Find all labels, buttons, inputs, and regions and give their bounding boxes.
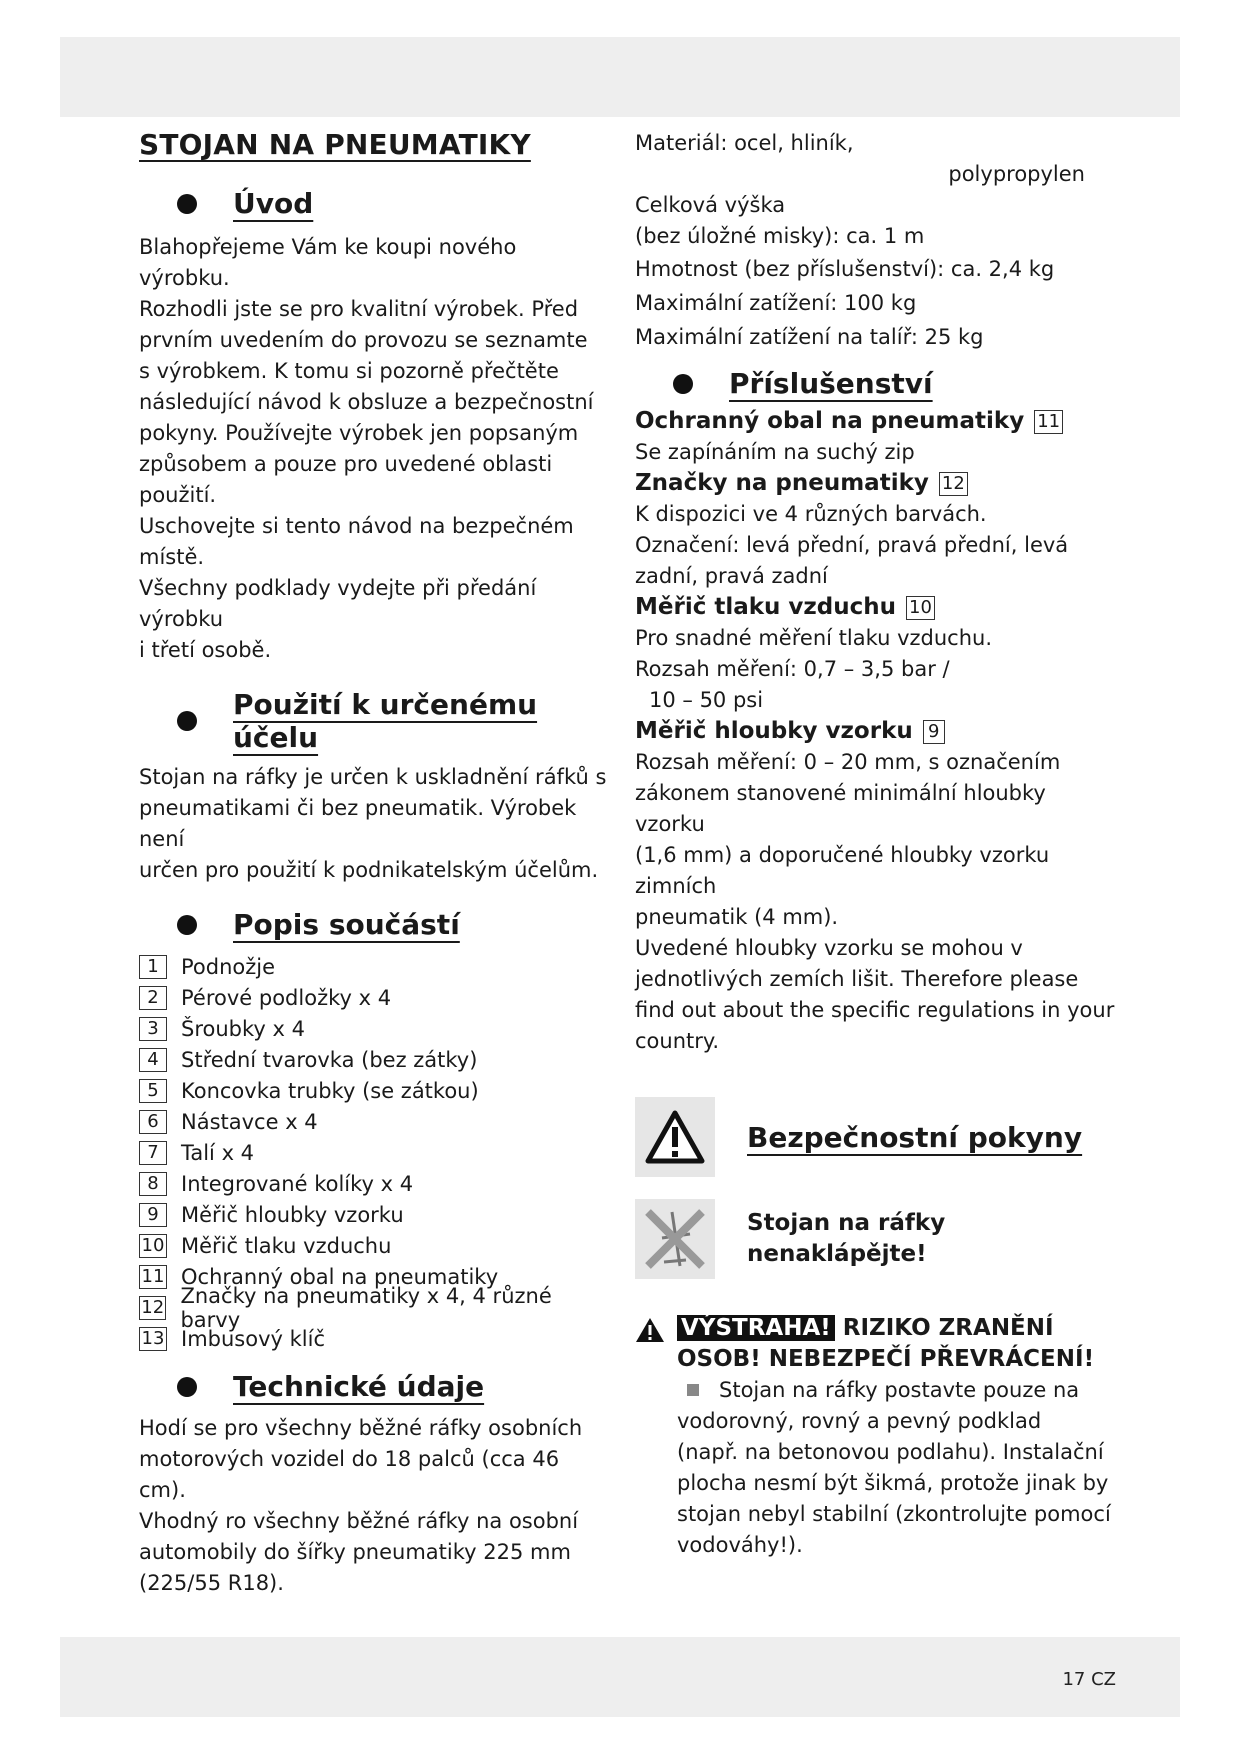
part-number: 12 — [139, 1296, 166, 1320]
accessory-depth-title — [635, 716, 1115, 747]
part-label: Měřič tlaku vzduchu — [181, 1233, 392, 1258]
part-label: Měřič hloubky vzorku — [181, 1202, 404, 1227]
text-line: (1,6 mm) a doporučené hloubky vzorku zimních — [635, 843, 1050, 898]
text-line: Stojan na ráfky je určen k uskladnění ráfků s — [139, 765, 607, 789]
text-line: pneumatik (4 mm). — [635, 905, 839, 929]
part-label: Pérové podložky x 4 — [181, 985, 392, 1010]
subheading: Měřič hloubky vzorku — [635, 718, 913, 744]
text-line: pokyny. Používejte výrobek jen popsaným — [139, 421, 579, 445]
text-line: určen pro použití k podnikatelským účelům. — [139, 858, 599, 882]
text-line: country. — [635, 1029, 719, 1053]
part-number: 2 — [139, 986, 167, 1010]
subheading: Značky na pneumatiky — [635, 470, 929, 496]
text-line: Se zapínáním na suchý zip — [635, 440, 915, 464]
text-line — [677, 1375, 1115, 1406]
footer-band — [60, 1637, 1180, 1717]
text-line: jednotlivých zemích lišit. Therefore please — [635, 967, 1079, 991]
text-line: stojan nebyl stabilní (zkontrolujte pomocí — [677, 1502, 1111, 1526]
text-line: způsobem a pouze pro uvedené oblasti použití. — [139, 452, 553, 507]
intended-use-text — [139, 762, 609, 886]
section-parts-heading — [139, 908, 609, 941]
left-column — [139, 128, 609, 1599]
alert-triangle-icon — [635, 1317, 665, 1343]
section-title: Příslušenství — [729, 367, 933, 400]
bullet-dot-icon — [177, 711, 197, 731]
text-line: následující návod k obsluze a bezpečnostní — [139, 390, 594, 414]
safety-heading-row — [635, 1097, 1115, 1177]
text-line: vodorovný, rovný a pevný podklad — [677, 1409, 1042, 1433]
list-item — [139, 1230, 609, 1261]
text-line: zákonem stanovené minimální hloubky vzorku — [635, 781, 1046, 836]
part-number: 11 — [139, 1265, 167, 1289]
no-tilt-text — [747, 1208, 945, 1270]
list-item — [139, 1044, 609, 1075]
part-number: 13 — [139, 1327, 167, 1351]
accessory-cover-title — [635, 406, 1115, 437]
text-line: prvním uvedením do provozu se seznamte — [139, 328, 588, 352]
part-number: 12 — [939, 472, 968, 496]
warning-triangle-icon — [635, 1097, 715, 1177]
no-tilt-row — [635, 1199, 1115, 1279]
text-line: Pro snadné měření tlaku vzduchu. — [635, 626, 992, 650]
list-item — [139, 1168, 609, 1199]
text-line: Stojan na ráfky — [747, 1210, 946, 1236]
text-line: vodováhy!). — [677, 1533, 803, 1557]
section-accessories-heading — [635, 367, 1115, 400]
accessory-marks-title — [635, 468, 1115, 499]
text-line: s výrobkem. K tomu si pozorně přečtěte — [139, 359, 559, 383]
text-line: Označení: levá přední, pravá přední, levá — [635, 533, 1069, 557]
spec-weight: Hmotnost (bez příslušenství): ca. 2,4 kg — [635, 257, 1055, 281]
list-item — [139, 951, 609, 982]
spec-max-load-plate: Maximální zatížení na talíř: 25 kg — [635, 325, 984, 349]
warning-body — [635, 1375, 1115, 1561]
text-line: automobily do šířky pneumatiky 225 mm — [139, 1540, 571, 1564]
text-line: (225/55 R18). — [139, 1571, 284, 1595]
subheading: Měřič tlaku vzduchu — [635, 594, 897, 620]
page-number: 17 CZ — [1062, 1669, 1116, 1690]
section-intro-heading — [139, 187, 609, 220]
bullet-dot-icon — [177, 194, 197, 214]
text-line: (např. na betonovou podlahu). Instalační — [677, 1440, 1104, 1464]
list-item — [139, 1283, 609, 1332]
part-number: 7 — [139, 1141, 167, 1165]
part-number: 4 — [139, 1048, 167, 1072]
list-item — [139, 982, 609, 1013]
text-span: Stojan na ráfky postavte pouze na — [719, 1378, 1080, 1402]
warning-heading-line: OSOB! NEBEZPEČÍ PŘEVRÁCENÍ! — [677, 1346, 1095, 1372]
list-item — [139, 1106, 609, 1137]
tech-text — [139, 1413, 609, 1599]
text-line: Rozsah měření: 0,7 – 3,5 bar / — [635, 657, 950, 681]
text-line: plocha nesmí být šikmá, protože jinak by — [677, 1471, 1109, 1495]
part-number: 6 — [139, 1110, 167, 1134]
text-line: motorových vozidel do 18 palců (cca 46 cm). — [139, 1447, 560, 1502]
header-band — [60, 37, 1180, 117]
bullet-dot-icon — [177, 1377, 197, 1397]
bullet-dot-icon — [177, 915, 197, 935]
section-title: Popis součástí — [233, 908, 460, 941]
part-label: Střední tvarovka (bez zátky) — [181, 1047, 478, 1072]
text-line: find out about the specific regulations in your — [635, 998, 1115, 1022]
part-number: 1 — [139, 955, 167, 979]
part-label: Nástavce x 4 — [181, 1109, 318, 1134]
warning-label: VÝSTRAHA! — [677, 1315, 835, 1341]
part-number: 10 — [139, 1234, 167, 1258]
part-number: 11 — [1034, 410, 1063, 434]
part-number: 5 — [139, 1079, 167, 1103]
right-column — [635, 128, 1115, 1561]
part-label: Koncovka trubky (se zátkou) — [181, 1078, 479, 1103]
part-number: 3 — [139, 1017, 167, 1041]
list-item — [139, 1199, 609, 1230]
part-number: 10 — [906, 596, 935, 620]
part-number: 9 — [923, 720, 945, 744]
spec-height-value: (bez úložné misky): ca. 1 m — [635, 224, 925, 248]
part-label: Integrované kolíky x 4 — [181, 1171, 414, 1196]
text-line: K dispozici ve 4 různých barvách. — [635, 502, 987, 526]
document-title: STOJAN NA PNEUMATIKY — [139, 128, 531, 161]
list-item — [139, 1013, 609, 1044]
part-label: Talí x 4 — [181, 1140, 255, 1165]
text-line: zadní, pravá zadní — [635, 564, 828, 588]
text-line: Uschovejte si tento návod na bezpečném místě. — [139, 514, 574, 569]
part-label: Značky na pneumatiky x 4, 4 různé barvy — [180, 1283, 552, 1332]
list-item — [139, 1137, 609, 1168]
text-line: pneumatikami či bez pneumatik. Výrobek není — [139, 796, 577, 851]
list-item — [139, 1075, 609, 1106]
warning-heading — [635, 1313, 1115, 1375]
warning-block — [635, 1313, 1115, 1561]
section-intended-use-heading — [139, 688, 609, 754]
warning-heading-text: RIZIKO ZRANĚNÍ — [834, 1315, 1054, 1341]
accessories-content — [635, 406, 1115, 1057]
intro-text — [139, 232, 609, 666]
section-title: Technické údaje — [233, 1370, 485, 1403]
safety-title: Bezpečnostní pokyny — [747, 1120, 1083, 1154]
subheading: Ochranný obal na pneumatiky — [635, 408, 1025, 434]
accessory-pressure-title — [635, 592, 1115, 623]
spec-material-extra: polypropylen — [948, 162, 1085, 186]
square-bullet-icon — [687, 1384, 699, 1396]
text-line: Rozsah měření: 0 – 20 mm, s označením — [635, 750, 1061, 774]
part-number: 9 — [139, 1203, 167, 1227]
no-tilt-icon — [635, 1199, 715, 1279]
text-line: Uvedené hloubky vzorku se mohou v — [635, 936, 1023, 960]
text-line: Blahopřejeme Vám ke koupi nového výrobku. — [139, 235, 517, 290]
parts-list — [139, 951, 609, 1354]
text-line: i třetí osobě. — [139, 638, 272, 662]
part-label: Podnožje — [181, 954, 276, 979]
text-line: nenaklápějte! — [747, 1241, 927, 1267]
part-label: Imbusový klíč — [181, 1326, 325, 1351]
bullet-dot-icon — [673, 374, 693, 394]
part-number: 8 — [139, 1172, 167, 1196]
part-label: Šroubky x 4 — [181, 1016, 305, 1041]
text-line: Hodí se pro všechny běžné ráfky osobních — [139, 1416, 583, 1440]
spec-material: Materiál: ocel, hliník, — [635, 131, 854, 155]
section-title: Použití k určenému účelu — [233, 688, 538, 754]
text-line: Vhodný ro všechny běžné ráfky na osobní — [139, 1509, 579, 1533]
text-line: Rozhodli jste se pro kvalitní výrobek. Před — [139, 297, 579, 321]
part-label: Ochranný obal na pneumatiky — [181, 1264, 499, 1289]
spec-max-load: Maximální zatížení: 100 kg — [635, 291, 917, 315]
text-line: 10 – 50 psi — [649, 688, 764, 712]
spec-height-label: Celková výška — [635, 193, 786, 217]
section-tech-heading — [139, 1370, 609, 1403]
text-line: Všechny podklady vydejte při předání výrobku — [139, 576, 537, 631]
section-title: Úvod — [233, 187, 314, 220]
